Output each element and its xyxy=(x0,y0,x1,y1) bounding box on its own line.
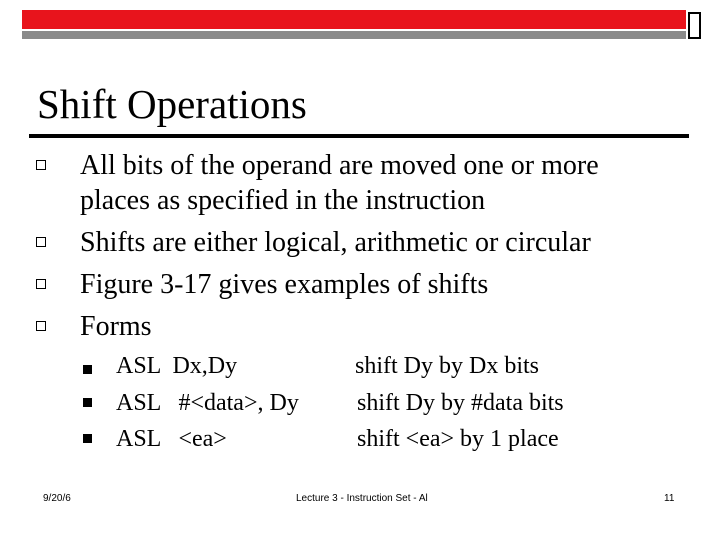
bullet-text: Forms xyxy=(80,311,152,342)
form-instruction: ASL #<data>, Dy xyxy=(116,390,299,416)
header-gray-bar xyxy=(22,31,686,39)
form-description: shift Dy by Dx bits xyxy=(355,353,540,379)
footer-date: 9/20/6 xyxy=(43,493,71,504)
bullet-text: Shifts are either logical, arithmetic or circular xyxy=(80,227,591,258)
filled-square-bullet-icon xyxy=(83,365,92,374)
bullet-text: All bits of the operand are moved one or more xyxy=(80,150,599,181)
bullet-text: Figure 3-17 gives examples of shifts xyxy=(80,269,489,300)
hollow-square-bullet-icon xyxy=(36,237,46,247)
form-instruction: ASL <ea> xyxy=(116,426,227,452)
header-red-bar xyxy=(22,10,686,29)
hollow-square-bullet-icon xyxy=(36,321,46,331)
form-description: shift Dy by #data bits xyxy=(357,390,564,416)
footer-title: Lecture 3 - Instruction Set - Al xyxy=(296,493,428,504)
bullet-text-continued: places as specified in the instruction xyxy=(80,185,486,216)
slide-title: Shift Operations xyxy=(37,81,307,127)
page-number: 11 xyxy=(664,493,675,504)
filled-square-bullet-icon xyxy=(83,434,92,443)
form-description: shift <ea> by 1 place xyxy=(357,426,559,452)
hollow-square-bullet-icon xyxy=(36,160,46,170)
title-underline xyxy=(29,134,689,138)
header-end-box xyxy=(688,12,701,39)
form-instruction: ASL Dx,Dy xyxy=(116,353,238,379)
hollow-square-bullet-icon xyxy=(36,279,46,289)
filled-square-bullet-icon xyxy=(83,398,92,407)
